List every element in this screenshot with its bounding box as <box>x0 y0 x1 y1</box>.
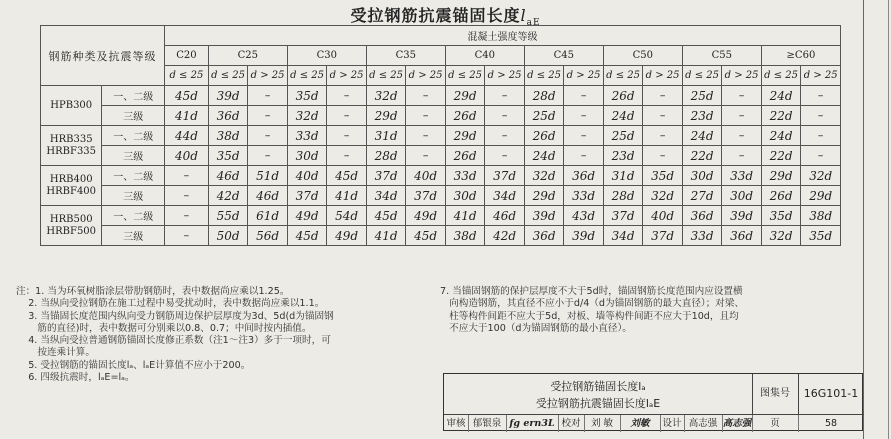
value-cell: 49d <box>327 226 367 246</box>
seismic-level-cell: 一、二级 <box>102 126 165 146</box>
value-cell: 26d <box>603 86 643 106</box>
value-cell: 45d <box>366 206 406 226</box>
note-line: 向构造钢筋，其直径不应小于d/4（d为锚固钢筋的最大直径）；对梁、 <box>440 298 745 310</box>
atlas-number: 16G101-1 <box>803 387 859 400</box>
table-row <box>41 186 841 206</box>
notes-left <box>16 286 441 384</box>
d-le-25-header: d ≤ 25 <box>164 66 208 86</box>
value-cell: 45d <box>406 226 446 246</box>
value-cell: – <box>485 126 525 146</box>
value-cell: 36d <box>564 166 604 186</box>
seismic-level-cell: 三级 <box>102 226 165 246</box>
value-cell: 41d <box>366 226 406 246</box>
steel-type-cell: HPB300 <box>41 86 102 126</box>
title-block <box>443 373 863 431</box>
value-cell: 22d <box>761 106 801 126</box>
value-cell: 35d <box>801 226 841 246</box>
value-cell: 26d <box>761 186 801 206</box>
d-gt-25-header: d > 25 <box>327 66 367 86</box>
note-line: 按连乘计算。 <box>16 347 95 359</box>
value-cell: 40d <box>643 206 683 226</box>
grade-header: C20 <box>164 46 208 66</box>
value-cell: – <box>327 86 367 106</box>
value-cell: 45d <box>327 166 367 186</box>
d-le-25-header: d ≤ 25 <box>761 66 801 86</box>
value-cell: 39d <box>208 86 248 106</box>
value-cell: 54d <box>327 206 367 226</box>
grade-header: C40 <box>445 46 524 66</box>
value-cell: 35d <box>287 86 327 106</box>
check-label: 校对 <box>558 415 585 432</box>
value-cell: – <box>406 106 446 126</box>
value-cell: 45d <box>164 86 208 106</box>
value-cell: 37d <box>603 206 643 226</box>
value-cell: 25d <box>682 86 722 106</box>
seismic-level-cell: 一、二级 <box>102 86 165 106</box>
value-cell: 25d <box>524 106 564 126</box>
value-cell: 36d <box>524 226 564 246</box>
value-cell: 24d <box>603 106 643 126</box>
value-cell: 30d <box>722 186 762 206</box>
title-variable: $l_{aE}$ <box>520 6 541 29</box>
value-cell: 32d <box>643 186 683 206</box>
value-cell: 49d <box>406 206 446 226</box>
page-number: 58 <box>824 418 838 429</box>
value-cell: 38d <box>208 126 248 146</box>
value-cell: 46d <box>485 206 525 226</box>
note-line: 注：1. 当为环氧树脂涂层带肋钢筋时，表中数据尚应乘以1.25。 <box>16 286 290 297</box>
title-block-signatures <box>444 414 864 432</box>
value-cell: 35d <box>761 206 801 226</box>
steel-type-cell: HRB335 HRBF335 <box>41 126 102 166</box>
value-cell: – <box>643 106 683 126</box>
value-cell: – <box>327 126 367 146</box>
value-cell: – <box>564 126 604 146</box>
value-cell: – <box>327 106 367 126</box>
value-cell: 24d <box>682 126 722 146</box>
d-gt-25-header: d > 25 <box>643 66 683 86</box>
value-cell: 29d <box>761 166 801 186</box>
value-cell: – <box>801 126 841 146</box>
value-cell: 25d <box>603 126 643 146</box>
value-cell: 28d <box>524 86 564 106</box>
value-cell: – <box>643 126 683 146</box>
value-cell: 29d <box>801 186 841 206</box>
grade-header: ≥C60 <box>761 46 840 66</box>
seismic-level-cell: 三级 <box>102 186 165 206</box>
value-cell: 27d <box>682 186 722 206</box>
value-cell: – <box>164 226 208 246</box>
value-cell: 32d <box>366 86 406 106</box>
value-cell: – <box>248 146 288 166</box>
table-row <box>41 106 841 126</box>
value-cell: 26d <box>524 126 564 146</box>
value-cell: 22d <box>682 146 722 166</box>
value-cell: 32d <box>287 106 327 126</box>
note-line: 筋的直径)时，表中数据可分别乘以0.8、0.7；中间时按内插值。 <box>16 322 312 334</box>
value-cell: 29d <box>445 86 485 106</box>
anchorage-length-table <box>40 25 841 246</box>
value-cell: 39d <box>722 206 762 226</box>
value-cell: 36d <box>208 106 248 126</box>
value-cell: – <box>801 86 841 106</box>
table-row <box>41 226 841 246</box>
note-line: 4. 当纵向受拉普通钢筋锚固长度修正系数（注1～注3）多于一项时，可 <box>16 335 331 347</box>
design-label: 设计 <box>660 415 685 432</box>
d-le-25-header: d ≤ 25 <box>287 66 327 86</box>
seismic-level-cell: 一、二级 <box>102 166 165 186</box>
value-cell: 36d <box>682 206 722 226</box>
value-cell: 30d <box>287 146 327 166</box>
value-cell: – <box>406 146 446 166</box>
value-cell: 29d <box>366 106 406 126</box>
value-cell: 26d <box>445 146 485 166</box>
note-line: 柱等构件间距不应大于5d，对板、墙等构件间距不应大于10d，且均 <box>440 310 739 322</box>
d-gt-25-header: d > 25 <box>248 66 288 86</box>
value-cell: 33d <box>722 166 762 186</box>
designer-name: 高志强 <box>684 415 723 432</box>
grade-header: C50 <box>603 46 682 66</box>
value-cell: 33d <box>682 226 722 246</box>
value-cell: – <box>485 106 525 126</box>
value-cell: 42d <box>485 226 525 246</box>
value-cell: 46d <box>208 166 248 186</box>
atlas-number-label: 图集号 <box>752 374 799 414</box>
grade-header: C55 <box>682 46 761 66</box>
checker-name: 刘 敏 <box>584 415 621 432</box>
table-row <box>41 166 841 186</box>
value-cell: 37d <box>485 166 525 186</box>
seismic-level-cell: 三级 <box>102 146 165 166</box>
value-cell: – <box>801 146 841 166</box>
value-cell: – <box>485 146 525 166</box>
value-cell: 41d <box>164 106 208 126</box>
value-cell: – <box>564 86 604 106</box>
value-cell: 56d <box>248 226 288 246</box>
d-gt-25-header: d > 25 <box>722 66 762 86</box>
frame-border-right-outer <box>888 0 889 439</box>
value-cell: 32d <box>524 166 564 186</box>
value-cell: – <box>722 86 762 106</box>
notes-right <box>440 286 820 335</box>
seismic-level-cell: 三级 <box>102 106 165 126</box>
value-cell: 40d <box>287 166 327 186</box>
title-block-name-1: 受拉钢筋锚固长度lₐ <box>550 380 646 393</box>
value-cell: 38d <box>445 226 485 246</box>
value-cell: 34d <box>603 226 643 246</box>
value-cell: 34d <box>485 186 525 206</box>
value-cell: 30d <box>682 166 722 186</box>
title-block-name-2: 受拉钢筋抗震锚固长度lₐE <box>535 397 661 410</box>
value-cell: – <box>722 126 762 146</box>
value-cell: 26d <box>445 106 485 126</box>
steel-type-cell: HRB400 HRBF400 <box>41 166 102 206</box>
table-row <box>41 206 841 226</box>
value-cell: 37d <box>287 186 327 206</box>
value-cell: 45d <box>287 226 327 246</box>
d-gt-25-header: d > 25 <box>564 66 604 86</box>
value-cell: – <box>722 146 762 166</box>
value-cell: 35d <box>643 166 683 186</box>
grade-header: C35 <box>366 46 445 66</box>
value-cell: 41d <box>327 186 367 206</box>
value-cell: 39d <box>564 226 604 246</box>
value-cell: 24d <box>761 86 801 106</box>
d-le-25-header: d ≤ 25 <box>445 66 485 86</box>
value-cell: 37d <box>643 226 683 246</box>
value-cell: – <box>406 126 446 146</box>
d-gt-25-header: d > 25 <box>406 66 446 86</box>
value-cell: 42d <box>208 186 248 206</box>
value-cell: 46d <box>248 186 288 206</box>
concrete-grade-header: 混凝土强度等级 <box>164 26 840 46</box>
value-cell: – <box>801 106 841 126</box>
corner-header: 钢筋种类及抗震等级 <box>41 26 165 86</box>
table-row <box>41 126 841 146</box>
value-cell: 33d <box>445 166 485 186</box>
value-cell: 23d <box>682 106 722 126</box>
value-cell: 36d <box>722 226 762 246</box>
value-cell: 39d <box>524 206 564 226</box>
reviewer-signature: fg ern3L <box>506 415 559 432</box>
value-cell: 23d <box>603 146 643 166</box>
note-line: 6. 四级抗震时，lₐE=lₐ。 <box>16 372 135 384</box>
value-cell: 28d <box>603 186 643 206</box>
value-cell: 24d <box>761 126 801 146</box>
table-row <box>41 146 841 166</box>
note-line: 2. 当纵向受拉钢筋在施工过程中易受扰动时，表中数据尚应乘以1.1。 <box>16 298 325 310</box>
value-cell: – <box>327 146 367 166</box>
note-line: 不应大于100（d为锚固钢筋的最小直径）。 <box>440 322 632 334</box>
grade-header: C25 <box>208 46 287 66</box>
title-block-names <box>444 374 753 414</box>
d-le-25-header: d ≤ 25 <box>366 66 406 86</box>
value-cell: 44d <box>164 126 208 146</box>
value-cell: 55d <box>208 206 248 226</box>
value-cell: – <box>248 126 288 146</box>
value-cell: 22d <box>761 146 801 166</box>
value-cell: 29d <box>445 126 485 146</box>
value-cell: 50d <box>208 226 248 246</box>
value-cell: 33d <box>287 126 327 146</box>
note-line: 5. 受拉钢筋的锚固长度lₐ、lₐE计算值不应小于200。 <box>16 359 251 371</box>
reviewer-name: 郁银泉 <box>468 415 507 432</box>
value-cell: – <box>164 166 208 186</box>
value-cell: 40d <box>406 166 446 186</box>
value-cell: 30d <box>445 186 485 206</box>
value-cell: 34d <box>366 186 406 206</box>
value-cell: 29d <box>524 186 564 206</box>
value-cell: 40d <box>164 146 208 166</box>
value-cell: – <box>564 106 604 126</box>
checker-signature: 刘敏 <box>620 415 661 432</box>
d-le-25-header: d ≤ 25 <box>682 66 722 86</box>
value-cell: 37d <box>406 186 446 206</box>
value-cell: – <box>643 146 683 166</box>
seismic-level-cell: 一、二级 <box>102 206 165 226</box>
value-cell: – <box>248 106 288 126</box>
review-label: 审核 <box>444 415 469 432</box>
value-cell: 35d <box>208 146 248 166</box>
value-cell: 31d <box>366 126 406 146</box>
value-cell: 28d <box>366 146 406 166</box>
value-cell: – <box>643 86 683 106</box>
table-row <box>41 86 841 106</box>
value-cell: 51d <box>248 166 288 186</box>
d-le-25-header: d ≤ 25 <box>208 66 248 86</box>
value-cell: – <box>248 86 288 106</box>
value-cell: – <box>406 86 446 106</box>
d-le-25-header: d ≤ 25 <box>603 66 643 86</box>
title-text: 受拉钢筋抗震锚固长度 <box>350 6 521 25</box>
d-gt-25-header: d > 25 <box>801 66 841 86</box>
value-cell: 38d <box>801 206 841 226</box>
d-gt-25-header: d > 25 <box>485 66 525 86</box>
value-cell: 24d <box>524 146 564 166</box>
note-line: 3. 当锚固长度范围内纵向受力钢筋周边保护层厚度为3d、5d(d为锚固钢 <box>16 310 334 322</box>
page-label: 页 <box>752 415 799 432</box>
value-cell: – <box>564 146 604 166</box>
value-cell: 43d <box>564 206 604 226</box>
value-cell: 61d <box>248 206 288 226</box>
value-cell: 37d <box>366 166 406 186</box>
value-cell: – <box>164 206 208 226</box>
note-line: 7. 当锚固钢筋的保护层厚度不大于5d时，锚固钢筋长度范围内应设置横 <box>440 286 743 297</box>
value-cell: – <box>164 186 208 206</box>
grade-header: C30 <box>287 46 366 66</box>
value-cell: 31d <box>603 166 643 186</box>
value-cell: 33d <box>564 186 604 206</box>
steel-type-cell: HRB500 HRBF500 <box>41 206 102 246</box>
designer-signature: 高志强 <box>722 415 753 432</box>
value-cell: 49d <box>287 206 327 226</box>
value-cell: – <box>722 106 762 126</box>
d-le-25-header: d ≤ 25 <box>524 66 564 86</box>
value-cell: 41d <box>445 206 485 226</box>
value-cell: 32d <box>761 226 801 246</box>
value-cell: – <box>485 86 525 106</box>
grade-header: C45 <box>524 46 603 66</box>
value-cell: 32d <box>801 166 841 186</box>
